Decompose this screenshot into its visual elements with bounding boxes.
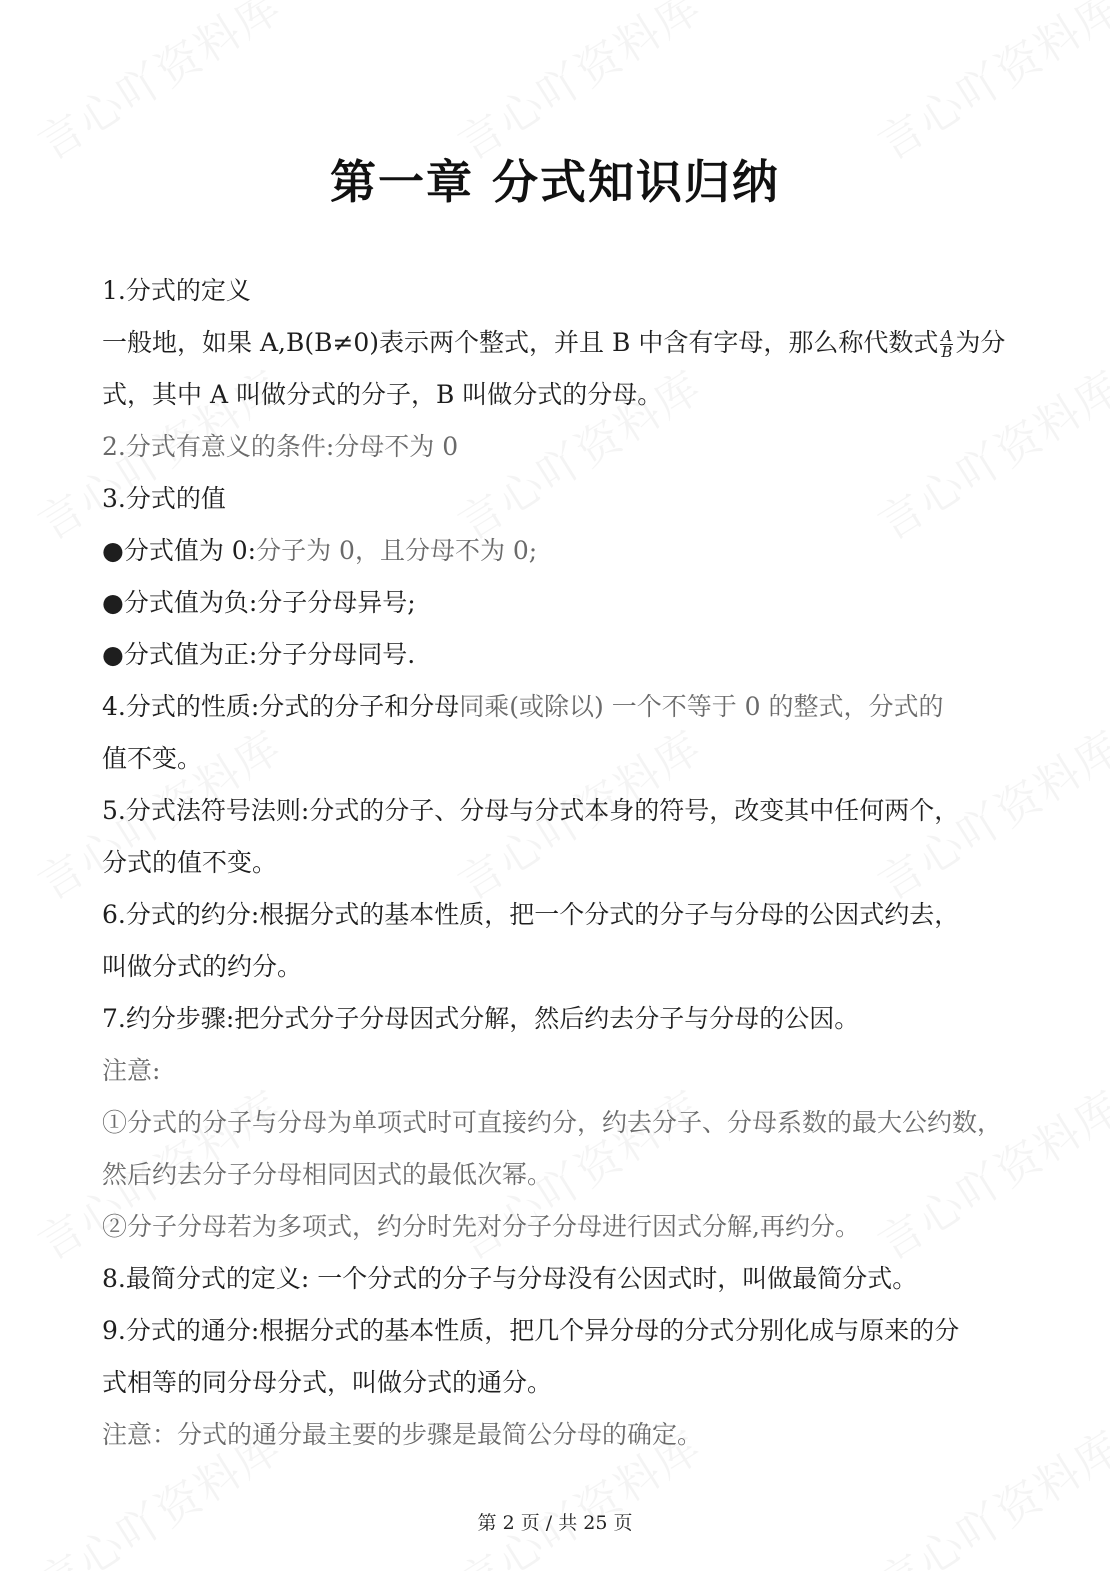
condition-text: 分母不为 0 [334,432,459,461]
condition-label: 2.分式有意义的条件: [102,432,335,461]
reduction-line-2: 叫做分式的约分。 [102,952,303,981]
property-line-2: 值不变。 [102,744,203,773]
definition-line-1 [102,317,1008,369]
page-footer: 第 2 页 / 共 25 页 [477,1512,633,1534]
condition-line [102,421,1008,473]
definition-text: 一般地，如果 A,B(B≠0)表示两个整式，并且 B 中含有字母，那么称代数式 [102,328,939,357]
sign-rule-line-2: 分式的值不变。 [102,848,278,877]
section-heading-value: 3.分式的值 [102,484,226,513]
bullet-label: ●分式值为 0: [102,536,257,565]
simplest-fraction-definition: 8.最简分式的定义: 一个分式的分子与分母没有公因式时，叫做最简分式。 [102,1264,918,1293]
section-heading-definition: 1.分式的定义 [102,276,251,305]
property-line-1 [102,681,1008,733]
bullet-value-zero [102,525,1008,577]
bullet-value-negative: ●分式值为负:分子分母异号; [102,588,416,617]
definition-line-2: 式，其中 A 叫做分式的分子，B 叫做分式的分母。 [102,380,663,409]
property-text: 同乘(或除以) 一个不等于 0 的整式，分式的 [459,692,944,721]
document-body [102,265,1008,1461]
note-2: ②分子分母若为多项式，约分时先对分子分母进行因式分解,再约分。 [102,1212,860,1241]
bullet-text: 分子为 0，且分母不为 0; [256,536,538,565]
reduction-line-1: 6.分式的约分:根据分式的基本性质，把一个分式的分子与分母的公因式约去， [102,900,960,929]
note-1-line-2: 然后约去分子分母相同因式的最低次幂。 [102,1160,553,1189]
definition-text-end: 为分 [955,328,1006,357]
fraction-denominator: B [941,343,953,361]
common-denominator-line-1: 9.分式的通分:根据分式的基本性质，把几个异分母的分式分别化成与原来的分 [102,1316,960,1345]
sign-rule-line-1: 5.分式法符号法则:分式的分子、分母与分式本身的符号，改变其中任何两个， [102,796,960,825]
note-1-line-1: ①分式的分子与分母为单项式时可直接约分，约去分子、分母系数的最大公约数， [102,1108,1003,1137]
page-title: 第一章 分式知识归纳 [329,155,780,209]
note-heading: 注意: [102,1056,161,1085]
note-common-denominator: 注意：分式的通分最主要的步骤是最简公分母的确定。 [102,1420,703,1449]
property-label: 4.分式的性质:分式的分子和分母 [102,692,460,721]
fraction-numerator: A [941,327,953,345]
bullet-value-positive: ●分式值为正:分子分母同号. [102,640,416,669]
common-denominator-line-2: 式相等的同分母分式，叫做分式的通分。 [102,1368,553,1397]
fraction-a-over-b [940,329,953,360]
reduction-steps: 7.约分步骤:把分式分子分母因式分解，然后约去分子与分母的公因。 [102,1004,860,1033]
